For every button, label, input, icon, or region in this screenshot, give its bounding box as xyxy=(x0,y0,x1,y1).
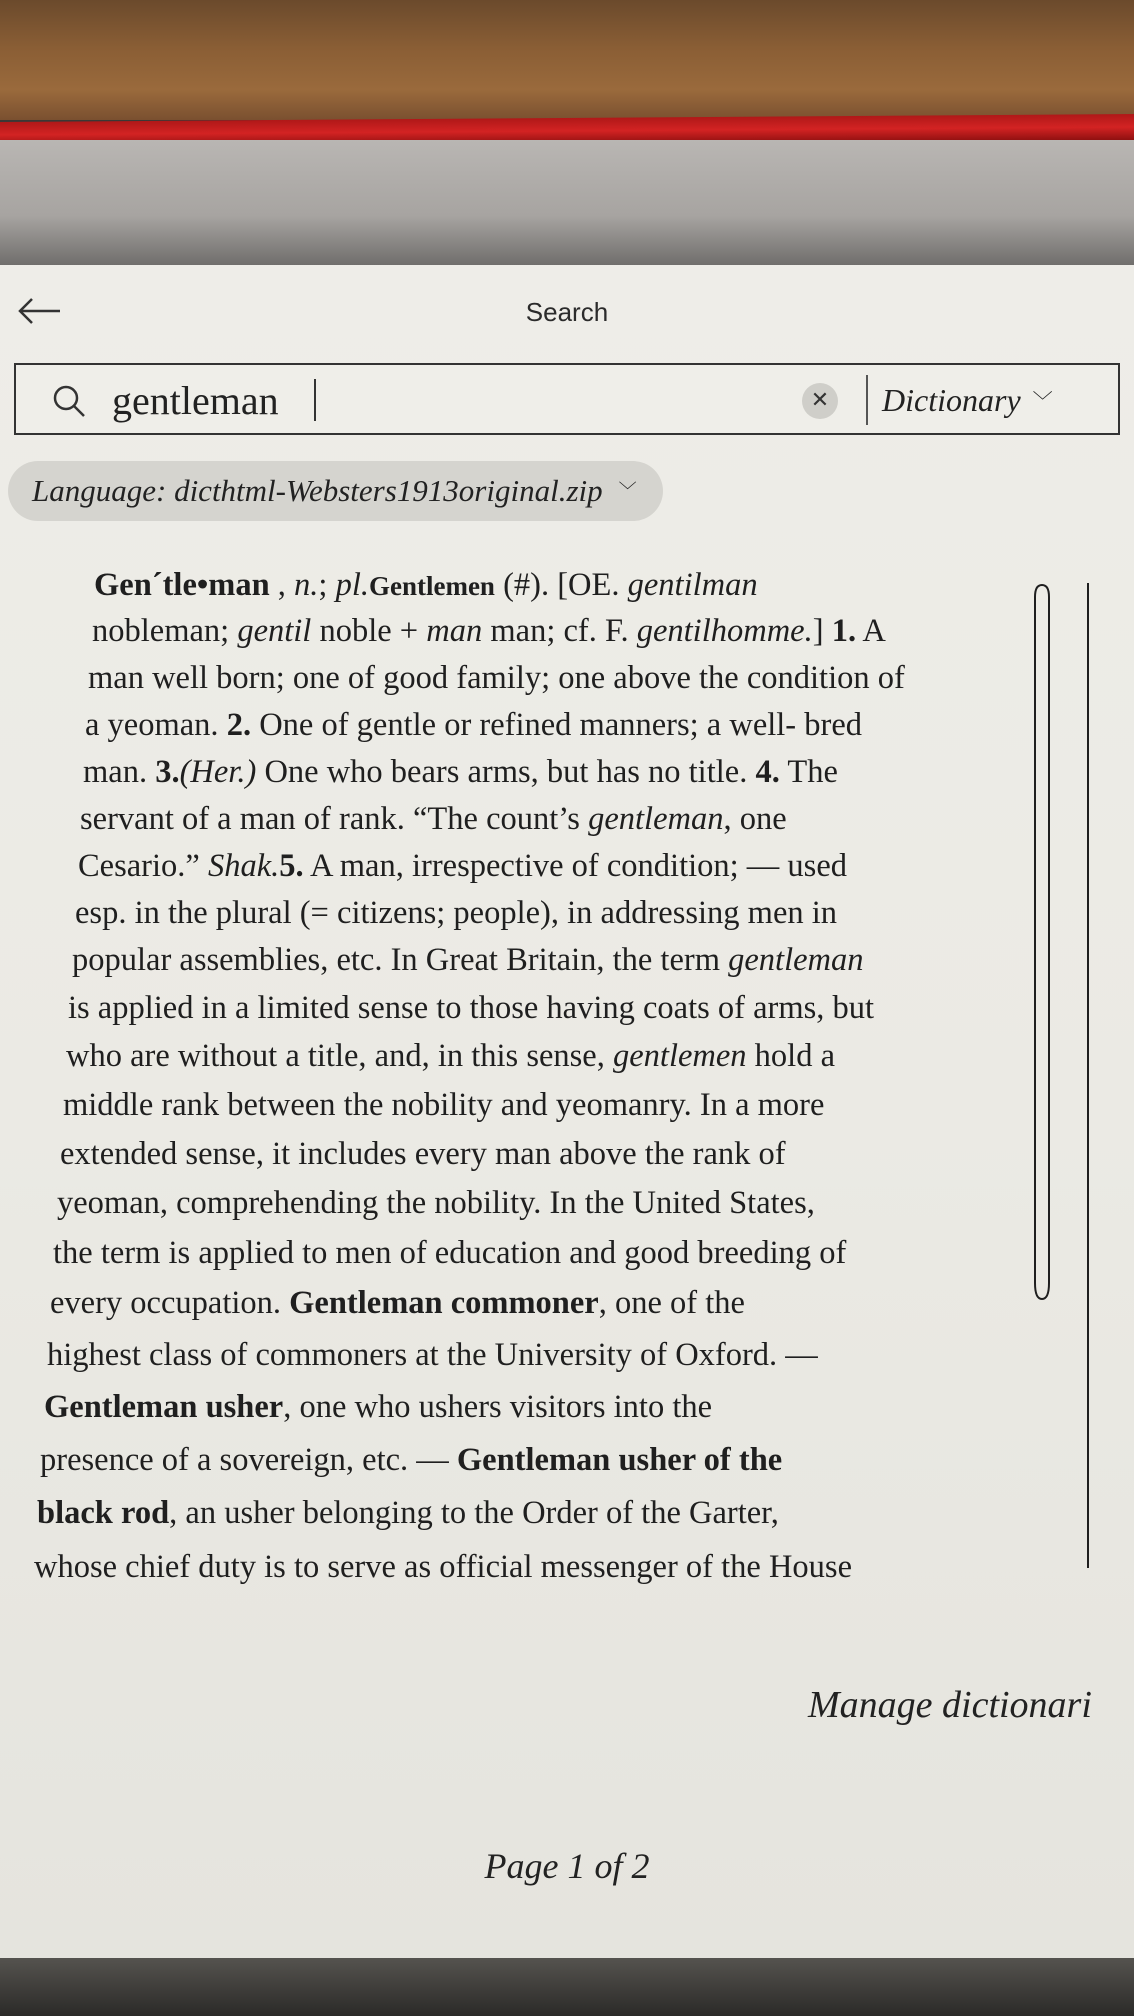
definition-line: the term is applied to men of education and good breeding of xyxy=(53,1235,847,1271)
definition-line: presence of a sovereign, etc. — Gentleman usher of the xyxy=(40,1442,783,1478)
search-icon xyxy=(52,384,86,418)
definition-line: is applied in a limited sense to those having coats of arms, but xyxy=(68,990,875,1026)
page-indicator: Page 1 of 2 xyxy=(484,1846,650,1886)
headword: Gen´tle•man xyxy=(94,567,270,603)
page-title: Search xyxy=(525,297,609,327)
definition-line: black rod, an usher belonging to the Order of the Garter, xyxy=(37,1495,779,1531)
scrollbar-track[interactable] xyxy=(1087,583,1089,1568)
definition-line: who are without a title, and, in this sense, gentlemen hold a xyxy=(66,1038,836,1074)
definition-entry xyxy=(0,565,1134,1585)
definition-line: Gen´tle•man , n.; pl.Gentlemen (#). [OE. gentilman xyxy=(94,567,758,603)
manage-dictionaries-link[interactable]: Manage dictionari xyxy=(808,1684,1092,1726)
definition-line: middle rank between the nobility and yeomanry. In a more xyxy=(63,1087,825,1123)
definition-line: every occupation. Gentleman commoner, one of the xyxy=(50,1285,745,1321)
background-wood xyxy=(0,0,1134,120)
definition-line: man. 3.(Her.) One who bears arms, but has no title. 4. The xyxy=(83,754,838,790)
clear-search-button[interactable] xyxy=(802,383,838,419)
definition-line: nobleman; gentil noble + man man; cf. F. gentilhomme.] 1. A xyxy=(92,613,886,649)
device-bezel-bottom xyxy=(0,1958,1134,2016)
scrollbar-thumb[interactable] xyxy=(1031,583,1053,1303)
definition-line: yeoman, comprehending the nobility. In the United States, xyxy=(57,1185,815,1221)
definition-line: Gentleman usher, one who ushers visitors into the xyxy=(44,1389,713,1425)
definition-line: servant of a man of rank. “The count’s gentleman, one xyxy=(80,801,787,837)
chevron-down-icon: ﹀ xyxy=(618,481,637,502)
source-dropdown[interactable] xyxy=(882,377,1053,423)
reader-screen xyxy=(0,265,1134,1960)
definition-line: esp. in the plural (= citizens; people), in addressing men in xyxy=(75,895,838,931)
device-bezel-top xyxy=(0,140,1134,266)
definition-line: highest class of commoners at the University of Oxford. — xyxy=(47,1337,818,1373)
chevron-down-icon: ﹀ xyxy=(1032,389,1053,413)
close-icon: ✕ xyxy=(810,388,830,413)
definition-line: Cesario.” Shak.5. A man, irrespective of condition; — used xyxy=(78,848,847,884)
language-filter-label: Language: dicthtml-Websters1913original.zip xyxy=(32,473,603,508)
language-filter-chip[interactable] xyxy=(8,461,663,521)
divider xyxy=(866,375,868,425)
definition-line: popular assemblies, etc. In Great Britain, the term gentleman xyxy=(72,942,864,978)
definition-line: a yeoman. 2. One of gentle or refined manners; a well- bred xyxy=(85,707,862,743)
search-input[interactable] xyxy=(112,375,812,425)
definition-line: extended sense, it includes every man above the rank of xyxy=(60,1136,786,1172)
search-bar xyxy=(14,363,1120,435)
definition-line: man well born; one of good family; one above the condition of xyxy=(88,660,905,696)
text-cursor xyxy=(314,379,316,421)
source-dropdown-label: Dictionary xyxy=(882,382,1021,418)
definition-line: whose chief duty is to serve as official messenger of the House xyxy=(34,1549,852,1585)
